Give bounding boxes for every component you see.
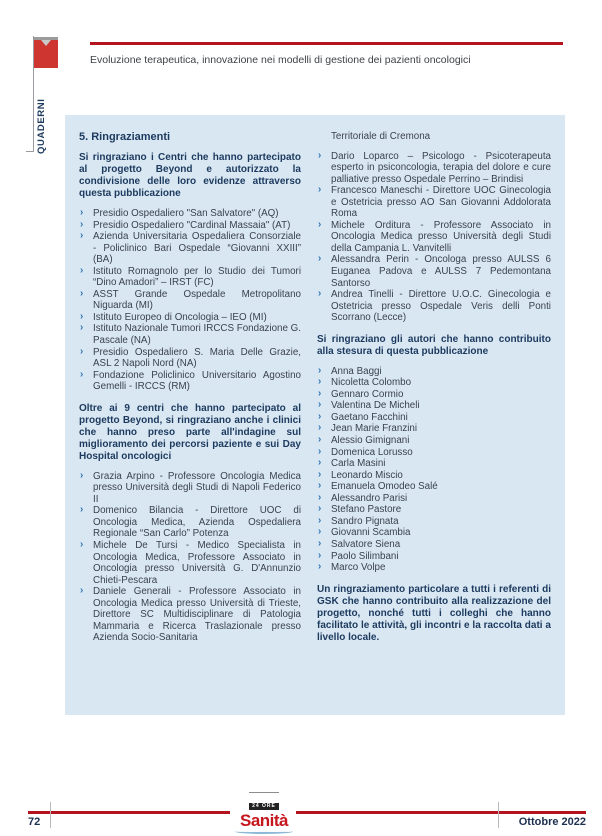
chevron-bullet-icon: ›	[318, 561, 322, 573]
chevron-bullet-icon: ›	[318, 387, 322, 399]
list-item	[317, 447, 551, 459]
list-item-text: Carla Masini	[331, 458, 386, 470]
list-item	[79, 347, 301, 370]
chevron-bullet-icon: ›	[318, 288, 322, 300]
list-item	[317, 493, 551, 505]
list-item	[79, 505, 301, 540]
list-item-text: Grazia Arpino - Professore Oncologia Medica presso Università degli Studi di Napoli Federico II	[93, 470, 301, 505]
chevron-bullet-icon: ›	[318, 514, 322, 526]
chevron-bullet-icon: ›	[80, 585, 84, 597]
sanita-wordmark: Sanità	[239, 811, 289, 830]
list-item	[317, 423, 551, 435]
list-item	[317, 458, 551, 470]
chevron-bullet-icon: ›	[318, 149, 322, 161]
edge-tab-quaderni: QUADERNI	[36, 98, 47, 154]
list-item-text: Valentina De Micheli	[331, 400, 420, 412]
chevron-bullet-icon: ›	[318, 184, 322, 196]
list-item-text: Salvatore Siena	[331, 538, 401, 550]
chevron-bullet-icon: ›	[318, 376, 322, 388]
list-item-text: Presidio Ospedaliero "San Salvatore" (AQ)	[93, 207, 279, 219]
list-item-text: Domenico Bilancia - Direttore UOC di Oncologia Medica, Azienda Ospedaliera Regionale “San Carlo” Potenza	[93, 505, 301, 540]
chevron-bullet-icon: ›	[318, 526, 322, 538]
list-item	[317, 289, 551, 324]
chevron-bullet-icon: ›	[318, 364, 322, 376]
chevron-bullet-icon: ›	[80, 345, 84, 357]
chevron-bullet-icon: ›	[318, 410, 322, 422]
issue-date: Ottobre 2022	[518, 816, 586, 828]
list-item	[317, 389, 551, 401]
chevron-bullet-icon: ›	[80, 539, 84, 550]
list-item	[317, 185, 551, 220]
tab-pole-tick	[26, 151, 34, 152]
list-item	[79, 208, 301, 220]
chevron-bullet-icon: ›	[318, 434, 322, 446]
list-item-text: Andrea Tinelli - Direttore U.O.C. Ginecologia e Ostetricia presso Ospedale Veris delli Ponti Scorrano (Lecce)	[331, 289, 551, 324]
list	[79, 471, 301, 644]
list-item	[317, 377, 551, 389]
chevron-bullet-icon: ›	[318, 537, 322, 549]
chevron-bullet-icon: ›	[318, 218, 322, 230]
list-item-text: Jean Marie Franzini	[331, 423, 418, 435]
chevron-bullet-icon: ›	[80, 218, 84, 230]
list-item	[317, 504, 551, 516]
bold-paragraph: Un ringraziamento particolare a tutti i referenti di GSK che hanno contribuito alla realizzazione del progetto, nonché tutti i colleghi che hanno facilitato le attività, gli incontri e la raccolta dati a livello locale.	[317, 583, 551, 643]
chevron-bullet-icon: ›	[80, 206, 84, 218]
footer-tick-left	[50, 802, 51, 828]
list-item-text: Michele Orditura - Professore Associato in Oncologia Medica presso Università degli Studi della Campania L. Vanvitelli	[331, 219, 551, 254]
continuation-line: Territoriale di Cremona	[331, 131, 431, 142]
list-item-text: Azienda Universitaria Ospedaliera Consorziale - Policlinico Bari Ospedale “Giovanni XXIII” (BA)	[93, 231, 301, 266]
list-item	[79, 220, 301, 232]
list-item-text: Paolo Silimbani	[331, 550, 399, 562]
list-item-text: Domenica Lorusso	[331, 446, 413, 458]
list-item-text: Marco Volpe	[331, 562, 386, 574]
list-item	[79, 323, 301, 346]
list-item	[317, 516, 551, 528]
list-item-text: Nicoletta Colombo	[331, 377, 412, 389]
list-item-text: Istituto Romagnolo per lo Studio dei Tumori “Dino Amadori” – IRST (FC)	[93, 265, 301, 289]
chevron-bullet-icon: ›	[318, 457, 322, 469]
list-item	[317, 400, 551, 412]
logo-rule	[249, 792, 279, 793]
list-item-text: Giovanni Scambia	[331, 527, 411, 539]
chevron-bullet-icon: ›	[318, 549, 322, 561]
page-number: 72	[28, 816, 41, 828]
list-item	[317, 527, 551, 539]
chevron-bullet-icon: ›	[318, 422, 322, 434]
list-item	[317, 562, 551, 574]
list-item-text: Istituto Europeo di Oncologia – IEO (MI)	[93, 311, 267, 323]
list-item-text: Alessandra Perin - Oncologa presso AULSS 6 Euganea Padova e AULSS 7 Pedemontana Santorso	[331, 254, 551, 289]
chevron-bullet-icon: ›	[318, 468, 322, 480]
list-item-text: Dario Loparco – Psicologo - Psicoterapeuta esperto in psiconcologia, terapia del dolore e cure palliative presso Ospedale Perrino – Brindisi	[331, 150, 551, 185]
list-item-text: Fondazione Policlinico Universitario Agostino Gemelli - IRCCS (RM)	[93, 369, 301, 393]
list-item-text: Anna Baggi	[331, 365, 382, 377]
chevron-bullet-icon: ›	[80, 469, 84, 481]
chevron-bullet-icon: ›	[318, 399, 322, 411]
list-item-text: Michele De Tursi - Medico Specialista in Oncologia Medica, Professore Associato in Oncologia presso Università G. D'Annunzio Chieti-Pescara	[93, 540, 301, 586]
right-column	[317, 131, 551, 703]
section-title: 5. Ringraziamenti	[79, 131, 171, 143]
list	[79, 208, 301, 393]
list-item	[317, 220, 551, 255]
list-item	[79, 231, 301, 266]
list-item	[317, 412, 551, 424]
list-item	[317, 435, 551, 447]
sanita-logo	[229, 792, 299, 834]
chevron-bullet-icon: ›	[318, 445, 322, 457]
chevron-bullet-icon: ›	[80, 287, 84, 299]
bold-paragraph: Si ringraziano gli autori che hanno contribuito alla stesura di questa pubblicazione	[317, 333, 551, 357]
list-item	[317, 254, 551, 289]
list-item	[79, 266, 301, 289]
footer-rule-right	[296, 811, 586, 814]
chevron-bullet-icon: ›	[80, 264, 84, 276]
list-item-text: Alessio Gimignani	[331, 435, 410, 447]
list-item	[317, 366, 551, 378]
list-item-text: Emanuela Omodeo Salé	[331, 481, 438, 493]
list-item-text: Stefano Pastore	[331, 504, 402, 516]
chevron-bullet-icon: ›	[318, 480, 322, 492]
left-column	[79, 131, 301, 703]
list-item-text: Francesco Maneschi - Direttore UOC Ginecologia e Ostetricia presso AO San Giovanni Addolorata Roma	[331, 185, 551, 220]
list-item-text: Gaetano Facchini	[331, 411, 408, 423]
bold-paragraph: Oltre ai 9 centri che hanno partecipato al progetto Beyond, si ringraziano anche i clinici che hanno preso parte all'indagine sul miglioramento dei percorsi paziente e sui Day Hospital oncologici	[79, 402, 301, 462]
list-item	[79, 471, 301, 506]
chevron-bullet-icon: ›	[80, 504, 84, 516]
list-item-text: Presidio Ospedaliero S. Maria Delle Grazie, ASL 2 Napoli Nord (NA)	[93, 346, 301, 370]
list-item	[79, 370, 301, 393]
list-item	[317, 551, 551, 563]
list-item	[79, 540, 301, 586]
chevron-bullet-icon: ›	[80, 368, 84, 380]
chevron-bullet-icon: ›	[80, 310, 84, 322]
header-rule	[90, 42, 563, 45]
bookmark-flag-icon	[34, 37, 58, 68]
list-item	[317, 470, 551, 482]
list-item	[79, 312, 301, 324]
list-item	[79, 289, 301, 312]
list	[317, 366, 551, 574]
chevron-bullet-icon: ›	[318, 491, 322, 503]
page-header-title: Evoluzione terapeutica, innovazione nei modelli di gestione dei pazienti oncologici	[90, 54, 471, 66]
chevron-bullet-icon: ›	[80, 322, 84, 334]
list-item-text: Gennaro Cormio	[331, 388, 404, 400]
list-item	[79, 586, 301, 644]
list	[317, 151, 551, 324]
bold-paragraph: Si ringraziano i Centri che hanno partecipato al progetto Beyond e autorizzato la condivisione delle loro evidenze attraverso questa pubblicazione	[79, 151, 301, 199]
chevron-bullet-icon: ›	[318, 503, 322, 515]
list-item-text: Leonardo Miscio	[331, 469, 403, 481]
footer-rule-left	[28, 811, 230, 814]
list-item-text: Presidio Ospedaliero "Cardinal Massaia" (AT)	[93, 219, 291, 231]
chevron-bullet-icon: ›	[318, 253, 322, 265]
list-item	[317, 539, 551, 551]
sole24ore-mark: 24 ORE	[249, 803, 279, 810]
list-item-text: Daniele Generali - Professore Associato in Oncologia Medica presso Università di Trieste, Direttore SC Multidisciplinare di Patologia Mammaria e Ricerca Traslazionale presso Azienda Socio-Sanitaria	[93, 586, 301, 644]
chevron-bullet-icon: ›	[80, 230, 84, 242]
acknowledgements-box	[65, 115, 565, 715]
list-item-text: Istituto Nazionale Tumori IRCCS Fondazione G. Pascale (NA)	[93, 323, 302, 346]
list-item	[317, 151, 551, 186]
list-item-text: ASST Grande Ospedale Metropolitano Niguarda (MI)	[93, 288, 301, 312]
list-item-text: Alessandro Parisi	[331, 492, 408, 504]
bookmark-notch	[41, 40, 51, 46]
list-item-text: Sandro Pignata	[331, 515, 399, 527]
list-item	[317, 481, 551, 493]
